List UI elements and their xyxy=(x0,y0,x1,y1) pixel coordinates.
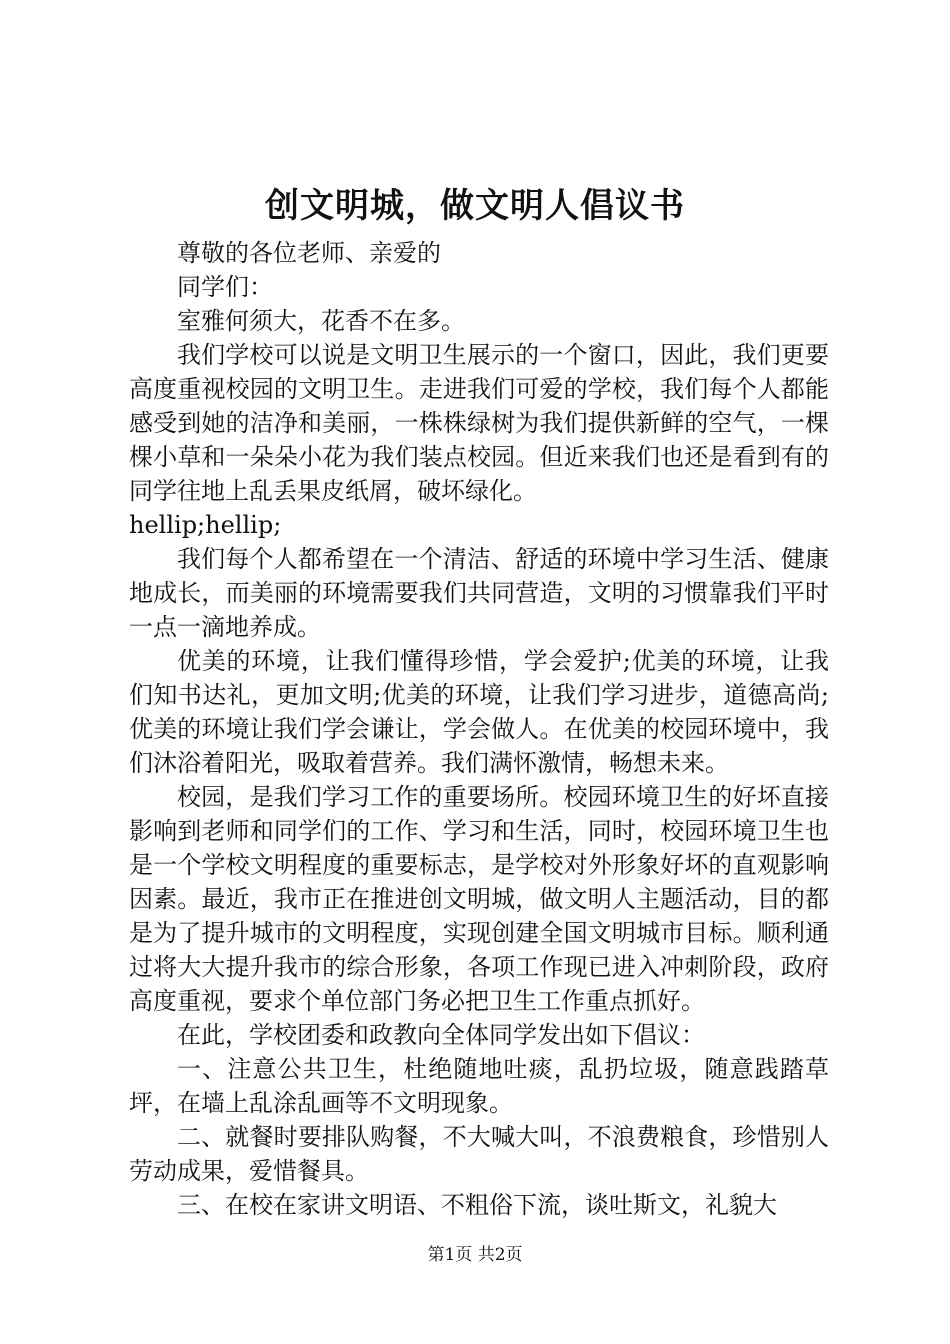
paragraph: 二、就餐时要排队购餐，不大喊大叫，不浪费粮食，珍惜别人劳动成果，爱惜餐具。 xyxy=(129,1123,829,1185)
page-number-footer: 第1页 共2页 xyxy=(427,1245,523,1265)
paragraph: 优美的环境，让我们懂得珍惜，学会爱护;优美的环境，让我们知书达礼，更加文明;优美的环境，让我们学习进步，道德高尚;优美的环境让我们学会谦让，学会做人。在优美的校园环境中，我们沐浴着阳光，吸取着营养。我们满怀激情，畅想未来。 xyxy=(129,647,829,777)
document-title: 创文明城，做文明人倡议书 xyxy=(265,186,685,226)
paragraph: 我们每个人都希望在一个清洁、舒适的环境中学习生活、健康地成长，而美丽的环境需要我们共同营造，文明的习惯靠我们平时一点一滴地养成。 xyxy=(129,545,829,641)
document-body xyxy=(129,236,829,1222)
paragraph: 在此，学校团委和政教向全体同学发出如下倡议： xyxy=(177,1021,705,1049)
paragraph: 三、在校在家讲文明语、不粗俗下流，谈吐斯文，礼貌大 xyxy=(177,1191,777,1219)
paragraph: 一、注意公共卫生，杜绝随地吐痰，乱扔垃圾，随意践踏草坪，在墙上乱涂乱画等不文明现象。 xyxy=(129,1055,829,1117)
paragraph: 校园，是我们学习工作的重要场所。校园环境卫生的好坏直接影响到老师和同学们的工作、学习和生活，同时，校园环境卫生也是一个学校文明程度的重要标志，是学校对外形象好坏的直观影响因素。最近，我市正在推进创文明城，做文明人主题活动，目的都是为了提升城市的文明程度，实现创建全国文明城市目标。顺利通过将大大提升我市的综合形象，各项工作现已进入冲刺阶段，政府高度重视，要求个单位部门务必把卫生工作重点抓好。 xyxy=(129,783,829,1015)
paragraph: 我们学校可以说是文明卫生展示的一个窗口，因此，我们更要高度重视校园的文明卫生。走进我们可爱的学校，我们每个人都能感受到她的洁净和美丽，一株株绿树为我们提供新鲜的空气，一棵棵小草和一朵朵小花为我们装点校园。但近来我们也还是看到有的同学往地上乱丢果皮纸屑，破坏绿化。 xyxy=(129,341,829,505)
paragraph: 室雅何须大，花香不在多。 xyxy=(177,307,465,335)
salutation-line: 尊敬的各位老师、亲爱的 xyxy=(177,239,441,267)
salutation-line: 同学们： xyxy=(177,273,273,301)
paragraph: hellip;hellip; xyxy=(129,511,282,539)
